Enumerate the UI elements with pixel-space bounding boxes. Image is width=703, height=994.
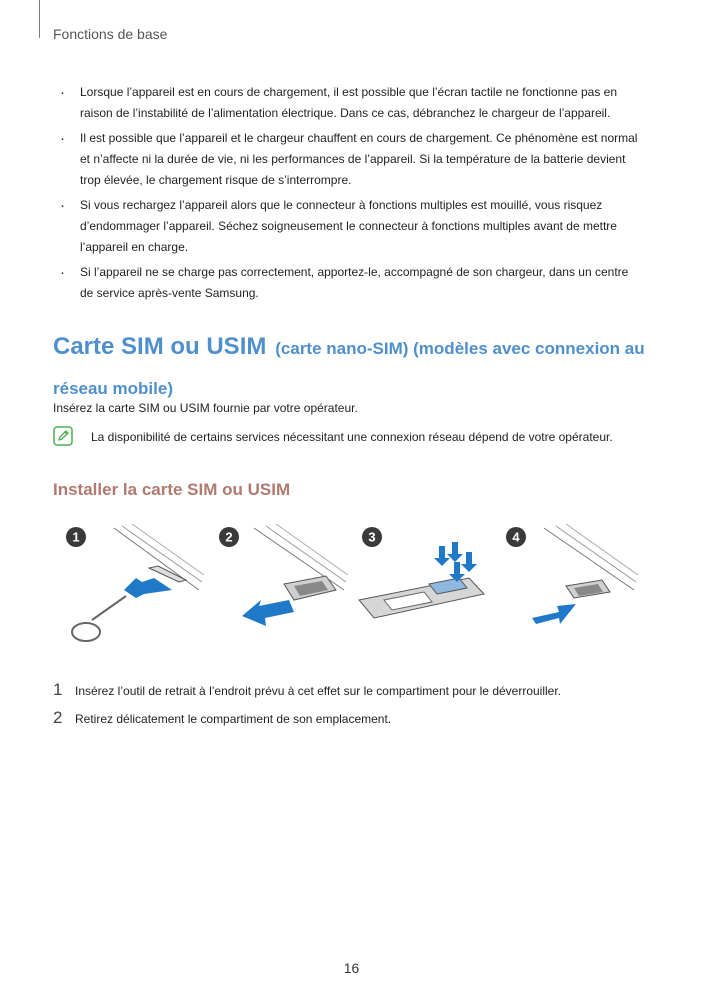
bullet-list [54, 82, 644, 308]
section-intro: Insérez la carte SIM ou USIM fournie par votre opérateur. [53, 401, 358, 415]
step-badge-label: 2 [225, 529, 233, 545]
section-title-sub: (carte nano-SIM) (modèles avec connexion au réseau mobile) [53, 339, 645, 398]
step-item [53, 680, 653, 708]
page-number: 16 [343, 960, 360, 976]
step-badge-label: 4 [512, 529, 520, 545]
section-title [53, 326, 653, 406]
step-text: Insérez l’outil de retrait à l’endroit prévu à cet effet sur le compartiment pour le déverrouiller. [75, 684, 562, 698]
step-item [53, 708, 653, 736]
note [53, 426, 653, 448]
bullet-item: · Lorsque l’appareil est en cours de chargement, il est possible que l’écran tactile ne fonctionne pas en raison de l’instabilité de l’alimentation électrique. Dans ce cas, débranchez le chargeur de l’appareil. [54, 82, 644, 124]
step-number: 1 [53, 680, 63, 699]
running-head: Fonctions de base [53, 26, 168, 42]
sim-install-illustration [54, 520, 654, 670]
section-title-main: Carte SIM ou USIM [53, 333, 267, 360]
step-4-panel [506, 524, 638, 624]
bullet-item: · Si l’appareil ne se charge pas correctement, apportez-le, accompagné de son chargeur, dans un centre de service après-vente Samsung. [54, 262, 644, 304]
note-pencil-icon [53, 426, 73, 446]
step-2-panel [219, 524, 348, 626]
step-text: Retirez délicatement le compartiment de son emplacement. [75, 712, 392, 726]
header-rule [39, 0, 40, 38]
bullet-item: · Si vous rechargez l’appareil alors que le connecteur à fonctions multiples est mouillé, vous risquez d’endommager l’appareil. Séchez soigneusement le connecteur à fonctions multiples avant de mettre l’appareil en charge. [54, 195, 644, 258]
step-badge-label: 3 [368, 529, 376, 545]
step-badge-label: 1 [72, 529, 80, 545]
step-number: 2 [53, 708, 63, 727]
step-list [53, 680, 653, 736]
subsection-title: Installer la carte SIM ou USIM [53, 480, 291, 499]
step-3-panel [359, 527, 484, 618]
note-text: La disponibilité de certains services nécessitant une connexion réseau dépend de votre opérateur. [91, 430, 613, 444]
bullet-item: · Il est possible que l’appareil et le chargeur chauffent en cours de chargement. Ce phénomène est normal et n’affecte ni la durée de vie, ni les performances de l’appareil. Si la température de la batterie devient trop élevée, le chargement risque de s’interrompre. [54, 128, 644, 191]
step-1-panel [66, 524, 204, 641]
